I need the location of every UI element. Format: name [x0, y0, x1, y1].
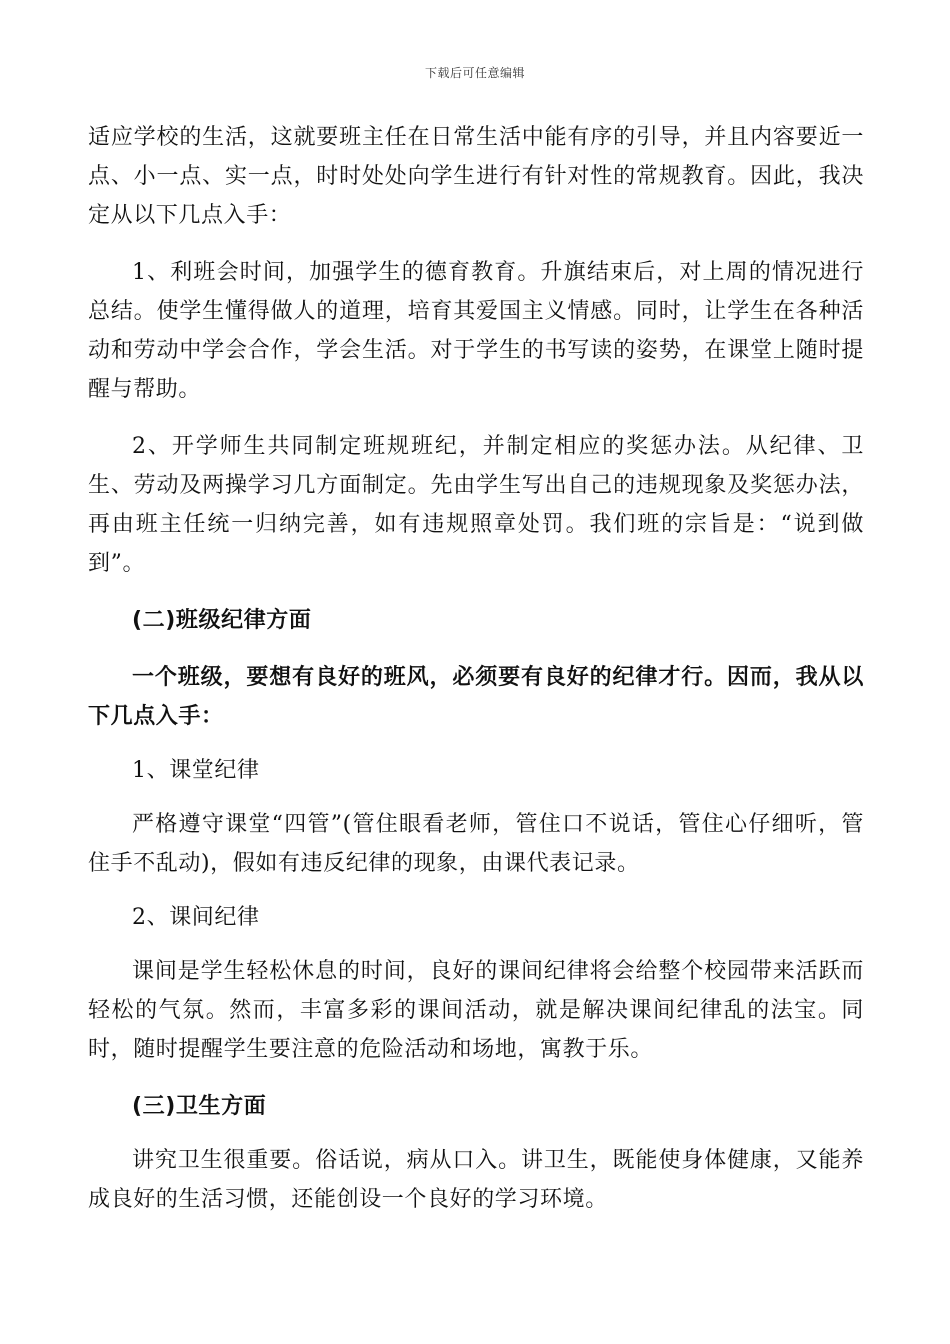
- paragraph-item-1: 1、利班会时间，加强学生的德育教育。升旗结束后，对上周的情况进行总结。使学生懂得做人的道理，培育其爱国主义情感。同时，让学生在各种活动和劳动中学会合作，学会生活。对于学生的书写读的姿势，在课堂上随时提醒与帮助。: [88, 260, 864, 402]
- section-heading-discipline: (二)班级纪律方面: [132, 608, 312, 633]
- paragraph-break-discipline: 课间是学生轻松休息的时间，良好的课间纪律将会给整个校园带来活跃而轻松的气氛。然而，丰富多彩的课间活动，就是解决课间纪律乱的法宝。同时，随时提醒学生要注意的危险活动和场地，寓教于乐。: [88, 959, 864, 1062]
- paragraph-hygiene: 讲究卫生很重要。俗话说，病从口入。讲卫生，既能使身体健康，又能养成良好的生活习惯，还能创设一个良好的学习环境。: [88, 1148, 864, 1212]
- paragraph-intro: 适应学校的生活，这就要班主任在日常生活中能有序的引导，并且内容要近一点、小一点、实一点，时时处处向学生进行有针对性的常规教育。因此，我决定从以下几点入手：: [88, 125, 864, 228]
- page-header: 下载后可任意编辑: [424, 66, 525, 80]
- paragraph-classroom-discipline: 严格遵守课堂“四管”(管住眼看老师，管住口不说话，管住心仔细听，管住手不乱动)，假如有违反纪律的现象，由课代表记录。: [88, 812, 864, 876]
- subheading-break-discipline: 2、课间纪律: [132, 905, 260, 930]
- subheading-classroom-discipline: 1、课堂纪律: [132, 758, 260, 783]
- section-heading-hygiene: (三)卫生方面: [132, 1094, 267, 1119]
- document-body: [88, 118, 864, 1219]
- paragraph-discipline-intro: 一个班级，要想有良好的班风，必须要有良好的纪律才行。因而，我从以下几点入手：: [88, 665, 864, 729]
- paragraph-item-2: 2、开学师生共同制定班规班纪，并制定相应的奖惩办法。从纪律、卫生、劳动及两操学习几方面制定。先由学生写出自己的违规现象及奖惩办法，再由班主任统一归纳完善，如有违规照章处罚。我们班的宗旨是：“说到做到”。: [88, 434, 864, 576]
